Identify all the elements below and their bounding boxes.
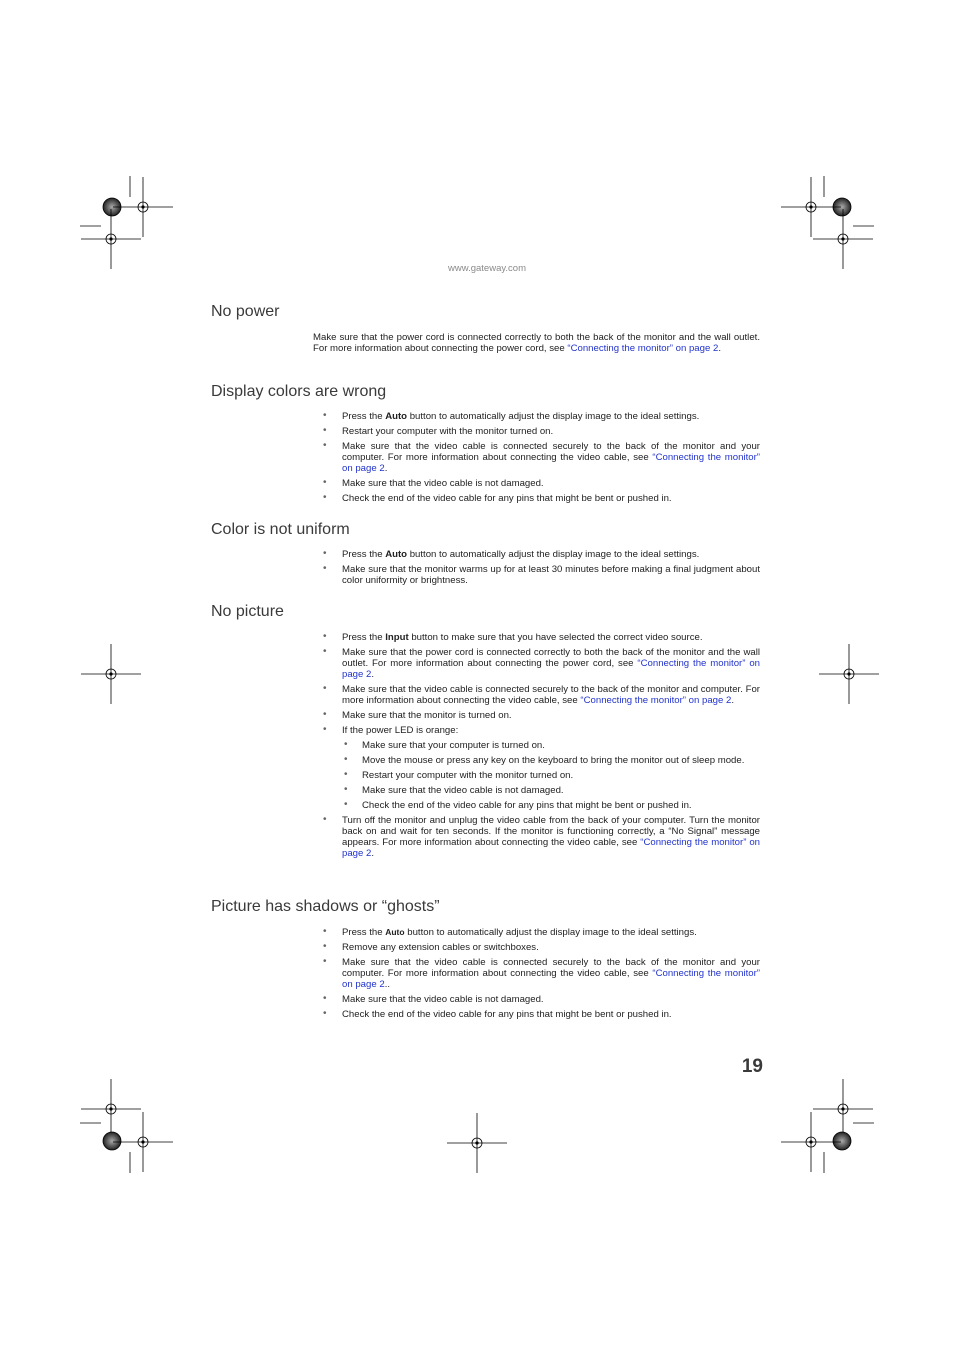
crosshair-icon: [819, 644, 879, 704]
list-item: • Press the Auto button to automatically adjust the display image to the ideal settings.: [342, 927, 760, 938]
crosshair-icon: [781, 1112, 841, 1172]
paragraph: [313, 332, 760, 354]
crosshair-icon: [81, 644, 141, 704]
crosshair-icon: [447, 1113, 507, 1173]
cross-reference-link[interactable]: “Connecting the monitor” on page 2: [342, 452, 760, 474]
crosshair-icon: [81, 1079, 141, 1139]
section-no-power: [211, 303, 771, 321]
list-item: • Check the end of the video cable for any pins that might be bent or pushed in.: [342, 1009, 760, 1020]
list-item: • If the power LED is orange: • Make sure that your computer is turned on. • Move the mouse or press any key on the keyboard to bring the monitor out of sleep mode. • Restart your computer with the monitor turned on. • Make sure that the video cable is not damaged. • Check the end of the video cable for any pins that might be bent or pushed in.: [342, 725, 760, 811]
list-item: • Press the Auto button to automatically adjust the display image to the ideal settings.: [342, 411, 760, 422]
button-name: Auto: [385, 927, 405, 937]
button-name: Auto: [385, 549, 408, 560]
bullet-list: [342, 632, 760, 863]
bullet-list: [342, 549, 760, 590]
sub-list-item: • Make sure that your computer is turned on.: [362, 740, 760, 751]
button-name: Input: [385, 632, 409, 643]
section-heading: Picture has shadows or “ghosts”: [211, 898, 440, 915]
section-heading: Display colors are wrong: [211, 383, 387, 400]
section-heading: Color is not uniform: [211, 521, 350, 538]
sub-list-item: • Check the end of the video cable for any pins that might be bent or pushed in.: [362, 800, 760, 811]
crosshair-icon: [81, 209, 141, 269]
registration-dot-icon: [103, 1132, 121, 1150]
crosshair-icon: [781, 177, 841, 237]
bullet-list: [342, 411, 760, 508]
crosshair-icon: [113, 1112, 173, 1172]
list-item: • Make sure that the monitor is turned on.: [342, 710, 760, 721]
list-item: • Make sure that the video cable is not damaged.: [342, 478, 760, 489]
section-display-colors: [211, 383, 771, 401]
crosshair-icon: [113, 177, 173, 237]
registration-dot-icon: [833, 1132, 851, 1150]
list-item: • Make sure that the power cord is connected correctly to both the back of the monitor and the wall outlet. For more information about connecting the power cord, see “Connecting the monitor” on page 2.: [342, 647, 760, 680]
paragraph-text: .: [718, 343, 721, 354]
list-item: • Turn off the monitor and unplug the video cable from the back of your computer. Turn the monitor back on and wait for ten seconds. If the monitor is functioning correctly, a “No Signal” message appears. For more information about connecting the video cable, see “Connecting the monitor” on page 2.: [342, 815, 760, 859]
paragraph-text: Make sure that the power cord is connected correctly to both the back of the monitor and the wall outlet. For more information about connecting the power cord, see: [313, 332, 760, 354]
section-heading: No power: [211, 303, 280, 320]
sub-list-item: • Restart your computer with the monitor turned on.: [362, 770, 760, 781]
sub-list-item: • Make sure that the video cable is not damaged.: [362, 785, 760, 796]
list-item: • Restart your computer with the monitor turned on.: [342, 426, 760, 437]
cross-reference-link[interactable]: “Connecting the monitor” on page 2: [580, 695, 732, 706]
page-number: 19: [741, 1056, 763, 1077]
list-item: • Make sure that the video cable is connected securely to the back of the monitor and your computer. For more information about connecting the video cable, see “Connecting the monitor” on page 2.: [342, 441, 760, 474]
section-color-uniform: [211, 521, 771, 539]
section-no-picture: [211, 603, 771, 621]
crosshair-icon: [813, 209, 873, 269]
section-heading: No picture: [211, 603, 284, 620]
list-item: • Make sure that the video cable is not damaged.: [342, 994, 760, 1005]
button-name: Auto: [385, 411, 408, 422]
crosshair-icon: [813, 1079, 873, 1139]
cross-reference-link[interactable]: “Connecting the monitor” on page 2: [342, 968, 760, 990]
list-item: • Make sure that the monitor warms up for at least 30 minutes before making a final judgment about color uniformity or brightness.: [342, 564, 760, 586]
section-ghosts: [211, 898, 771, 916]
header-url: www.gateway.com: [448, 263, 526, 274]
list-item: • Press the Input button to make sure that you have selected the correct video source.: [342, 632, 760, 643]
list-item: • Check the end of the video cable for any pins that might be bent or pushed in.: [342, 493, 760, 504]
sub-list-item: • Move the mouse or press any key on the keyboard to bring the monitor out of sleep mode.: [362, 755, 760, 766]
list-item: • Make sure that the video cable is connected securely to the back of the monitor and computer. For more information about connecting the video cable, see “Connecting the monitor” on page 2.: [342, 684, 760, 706]
list-item: • Press the Auto button to automatically adjust the display image to the ideal settings.: [342, 549, 760, 560]
list-item: • Remove any extension cables or switchboxes.: [342, 942, 760, 953]
list-item: • Make sure that the video cable is connected securely to the back of the monitor and your computer. For more information about connecting the video cable, see “Connecting the monitor” on page 2..: [342, 957, 760, 990]
bullet-list: [342, 927, 760, 1024]
sub-bullet-list: [342, 740, 760, 811]
cross-reference-link[interactable]: “Connecting the monitor” on page 2: [342, 837, 761, 859]
cross-reference-link[interactable]: “Connecting the monitor” on page 2: [567, 343, 719, 354]
cross-reference-link[interactable]: “Connecting the monitor” on page 2: [342, 658, 760, 680]
